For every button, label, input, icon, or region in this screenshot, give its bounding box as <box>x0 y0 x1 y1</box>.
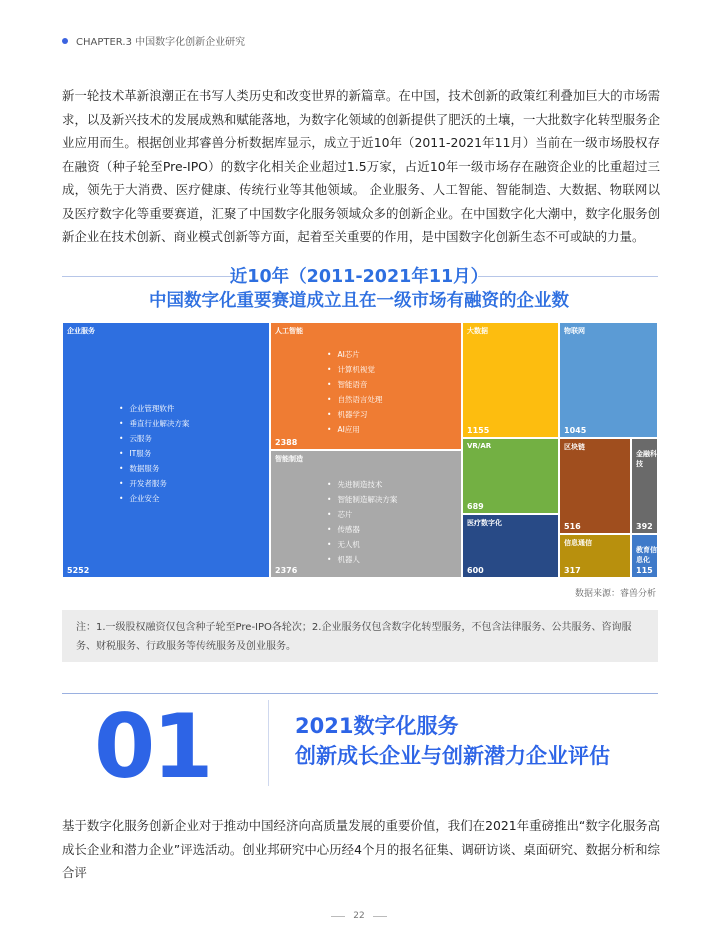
treemap-subitem: • 先进制造技术 <box>327 477 397 492</box>
section-title-line1: 2021数字化服务 <box>295 714 459 738</box>
treemap-subitem: • IT服务 <box>119 446 189 461</box>
treemap-cell-label: 教育信息化 <box>636 546 657 564</box>
bullet-dot-icon <box>62 38 68 44</box>
treemap-chart <box>62 322 658 578</box>
section-title-line2: 创新成长企业与创新潜力企业评估 <box>295 744 610 768</box>
treemap-subitem: • 芯片 <box>327 507 397 522</box>
treemap-subitem: • 机器学习 <box>327 407 382 422</box>
treemap-cell-7 <box>559 438 631 534</box>
treemap-cell-value: 2388 <box>275 438 298 447</box>
treemap-cell-2 <box>270 450 462 578</box>
treemap-cell-9 <box>559 534 631 578</box>
treemap-cell-value: 317 <box>564 566 581 575</box>
treemap-cell-10 <box>631 534 658 578</box>
chapter-header <box>62 33 245 48</box>
treemap-subitem: • 企业管理软件 <box>119 401 189 416</box>
intro-paragraph: 新一轮技术革新浪潮正在书写人类历史和改变世界的新篇章。在中国，技术创新的政策红利叠加巨大的市场需求，以及新兴技术的发展成熟和赋能落地，为数字化领域的创新提供了肥沃的土壤，一大批数字化转型服务企业应用而生。根据创业邦睿兽分析数据库显示，成立于近10年（2011-2021年11月）当前在一级市场股权存在融资（种子轮至Pre-IPO）的数字化相关企业超过1.5万家，占近10年一级市场存在融资企业的比重超过三成，领先于大消费、医疗健康、传统行业等其他领域。 企业服务、人工智能、智能制造、大数据、物联网以及医疗数字化等重要赛道，汇聚了中国数字化服务领域众多的创新企业。在中国数字化大潮中，数字化服务创新企业在技术创新、商业模式创新等方面，起着至关重要的作用，是中国数字化创新生态不可或缺的力量。 <box>62 88 660 244</box>
treemap-subitem: • 自然语言处理 <box>327 392 382 407</box>
treemap-cell-value: 1155 <box>467 426 490 435</box>
treemap-subitem: • 智能语音 <box>327 377 382 392</box>
treemap-cell-label: 区块链 <box>564 443 585 451</box>
treemap-cell-value: 1045 <box>564 426 587 435</box>
treemap-cell-label: 信息通信 <box>564 539 592 547</box>
treemap-cell-label: 企业服务 <box>67 327 95 335</box>
treemap-cell-label: 人工智能 <box>275 327 303 335</box>
treemap-subitem: • 机器人 <box>327 552 397 567</box>
treemap-cell-4 <box>559 322 658 438</box>
treemap-subitem: • 智能制造解决方案 <box>327 492 397 507</box>
chart-title-line2: 中国数字化重要赛道成立且在一级市场有融资的企业数 <box>149 291 569 311</box>
treemap-cell-6 <box>462 514 559 578</box>
body-paragraph: 基于数字化服务创新企业对于推动中国经济向高质量发展的重要价值，我们在2021年重磅推出“数字化服务高成长企业和潜力企业”评选活动。创业邦研究中心历经4个月的报名征集、调研访谈、桌面研究、数据分析和综合评 <box>62 818 660 880</box>
chart-title-line1: 近10年（2011-2021年11月） <box>229 267 489 287</box>
treemap-subitem: • 无人机 <box>327 537 397 552</box>
treemap-cell-label: VR/AR <box>467 442 492 450</box>
treemap-cell-value: 5252 <box>67 566 90 575</box>
section-number: 01 <box>94 695 211 798</box>
treemap-cell-value: 2376 <box>275 566 298 575</box>
treemap-subitem: • 云服务 <box>119 431 189 446</box>
treemap-subitem: • 传感器 <box>327 522 397 537</box>
treemap-cell-1 <box>270 322 462 450</box>
footer-rule-right <box>373 916 387 917</box>
treemap-subitem-list <box>327 347 382 437</box>
page-footer <box>0 911 718 921</box>
footer-rule-left <box>331 916 345 917</box>
treemap-subitem-list <box>327 477 397 567</box>
treemap-cell-3 <box>462 322 559 438</box>
treemap-cell-value: 516 <box>564 522 581 531</box>
treemap-cell-value: 600 <box>467 566 484 575</box>
treemap-cell-label: 大数据 <box>467 327 488 335</box>
treemap-subitem: • 企业安全 <box>119 491 189 506</box>
treemap-cell-value: 689 <box>467 502 484 511</box>
treemap-cell-8 <box>631 438 658 534</box>
section-rule <box>62 693 658 694</box>
treemap-cell-label: 物联网 <box>564 327 585 335</box>
treemap-subitem: • 数据服务 <box>119 461 189 476</box>
treemap-cell-0 <box>62 322 270 578</box>
section-divider <box>268 700 269 786</box>
treemap-subitem: • AI应用 <box>327 422 382 437</box>
treemap-cell-label: 金融科技 <box>636 450 657 468</box>
treemap-cell-value: 392 <box>636 522 653 531</box>
data-source: 数据来源：睿兽分析 <box>574 589 656 599</box>
treemap-cell-5 <box>462 438 559 514</box>
treemap-subitem: • 计算机视觉 <box>327 362 382 377</box>
treemap-subitem-list <box>119 401 189 506</box>
chapter-title: CHAPTER.3 中国数字化创新企业研究 <box>76 37 246 48</box>
treemap-subitem: • 开发者服务 <box>119 476 189 491</box>
page-number: 22 <box>353 911 365 921</box>
treemap-cell-label: 智能制造 <box>275 455 303 463</box>
treemap-cell-label: 医疗数字化 <box>467 519 502 527</box>
treemap-subitem: • 垂直行业解决方案 <box>119 416 189 431</box>
treemap-subitem: • AI芯片 <box>327 347 382 362</box>
chart-note: 注：1.一级股权融资仅包含种子轮至Pre-IPO各轮次；2.企业服务仅包含数字化转型服务，不包含法律服务、公共服务、咨询服务、财税服务、行政服务等传统服务及创业服务。 <box>62 610 658 662</box>
treemap-cell-value: 115 <box>636 566 653 575</box>
